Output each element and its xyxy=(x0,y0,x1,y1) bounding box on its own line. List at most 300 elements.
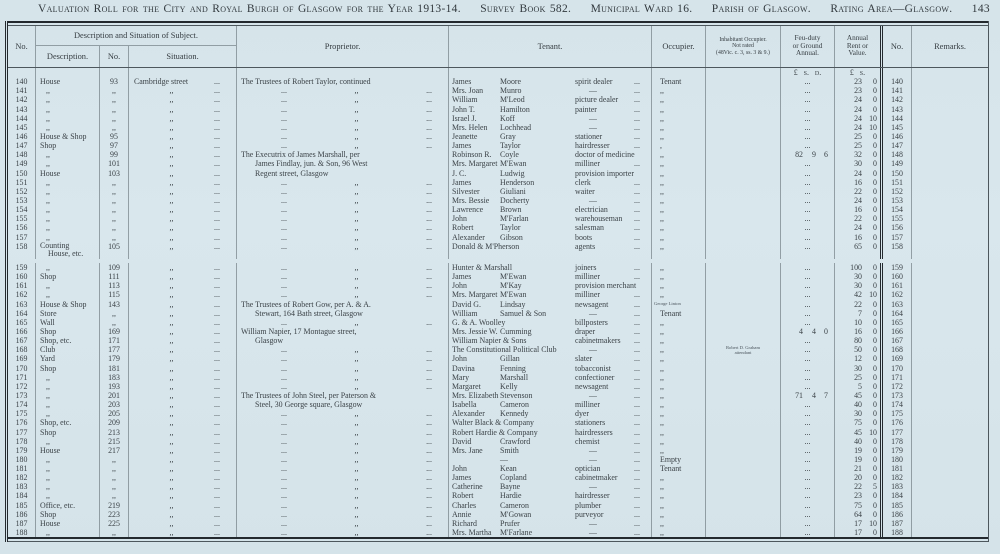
row-number: 164 xyxy=(8,309,36,318)
tenant-cell xyxy=(449,141,652,150)
inhabitant-cell xyxy=(706,223,781,232)
rent-cell xyxy=(835,77,883,86)
tenant-forename: John xyxy=(452,281,467,291)
occupier-cell: ,, xyxy=(652,391,706,400)
rent-shillings: 0 xyxy=(873,223,877,233)
feu-cell xyxy=(781,95,835,104)
description-cell xyxy=(36,418,100,427)
inhabitant-line: attendant xyxy=(734,349,752,355)
table-row xyxy=(8,309,988,318)
tenant-cell xyxy=(449,123,652,132)
tenant-surname: Cumming xyxy=(500,326,532,336)
description-cell xyxy=(36,123,100,132)
rent-cell xyxy=(835,510,883,519)
tenant-dots: ... xyxy=(634,104,640,114)
description-cell xyxy=(36,300,100,309)
feu-cell xyxy=(781,114,835,123)
street-number: ,, xyxy=(100,473,129,482)
feu-pounds: 71 xyxy=(795,390,803,400)
remarks-cell xyxy=(912,418,988,427)
proprietor-cell xyxy=(237,519,449,528)
occupier-cell: Tenant xyxy=(652,77,706,86)
rent-cell xyxy=(835,501,883,510)
situation-dots: ... xyxy=(214,363,220,373)
situation-cell xyxy=(129,77,237,86)
tenant-dots: ... xyxy=(634,95,640,105)
description: ,, xyxy=(46,223,50,233)
situation-cell xyxy=(129,482,237,491)
tenant-forename: Mrs. Jessie W. xyxy=(452,326,498,336)
ditto-mark: ,, xyxy=(354,427,359,437)
table-row xyxy=(8,519,988,528)
situation: ,, xyxy=(169,418,174,428)
remarks-cell xyxy=(912,327,988,336)
rent-pounds: 17 xyxy=(854,528,862,538)
proprietor: The Trustees of John Steel, per Paterson & xyxy=(241,390,377,400)
rent-cell xyxy=(835,196,883,205)
ditto-mark: ... xyxy=(426,113,432,123)
tenant-surname: Taylor xyxy=(500,141,521,151)
rent-pounds: 25 xyxy=(854,141,862,151)
ditto-mark: ... xyxy=(426,473,432,483)
tenant-forename: Margaret xyxy=(452,381,481,391)
feu-cell xyxy=(781,242,835,259)
tenant-cell xyxy=(449,309,652,318)
proprietor-cell xyxy=(237,95,449,104)
rent-cell xyxy=(835,150,883,159)
ditto-mark: ... xyxy=(281,436,287,446)
remarks-cell xyxy=(912,309,988,318)
remarks-cell xyxy=(912,510,988,519)
tenant-surname: Samuel & Son xyxy=(500,308,547,318)
page-number: 143 xyxy=(971,3,990,15)
rent-shillings: 0 xyxy=(873,168,877,178)
street-number: 219 xyxy=(100,501,129,510)
row-number-right: 159 xyxy=(883,263,912,272)
tenant-forename: Robert Hardie & Company xyxy=(452,427,538,437)
rent-cell xyxy=(835,437,883,446)
ditto-mark: ... xyxy=(426,345,432,355)
tenant-dots: ... xyxy=(634,372,640,382)
feu-cell xyxy=(781,86,835,95)
ditto-mark: ,, xyxy=(354,418,359,428)
situation-cell xyxy=(129,327,237,336)
row-number: 183 xyxy=(8,482,36,491)
inhabitant-cell xyxy=(706,455,781,464)
tenant-surname: Docherty xyxy=(500,195,530,205)
tenant-forename: Robert xyxy=(452,491,474,501)
description: Store xyxy=(40,308,57,318)
feu-cell xyxy=(781,382,835,391)
parish: Parish of Glasgow. xyxy=(711,3,811,15)
rent-shillings: 0 xyxy=(873,372,877,382)
ditto-mark: ... xyxy=(426,241,432,251)
row-number: 142 xyxy=(8,95,36,104)
remarks-cell xyxy=(912,455,988,464)
rent-pounds: 50 xyxy=(854,345,862,355)
feu-cell xyxy=(781,428,835,437)
ditto-mark: ,, xyxy=(354,95,359,105)
rent-shillings: 10 xyxy=(869,518,877,528)
tenant-forename: Mrs. Margaret xyxy=(452,159,498,169)
rent-pounds: 75 xyxy=(854,418,862,428)
situation-cell xyxy=(129,95,237,104)
ditto-mark: ... xyxy=(426,500,432,510)
feu-dots: ... xyxy=(804,363,811,373)
tenant-dots: ... xyxy=(634,445,640,455)
description: ,, xyxy=(46,400,50,410)
table-row xyxy=(8,169,988,178)
feu-cell xyxy=(781,327,835,336)
proprietor-continued: Regent street, Glasgow xyxy=(255,168,329,178)
table-row xyxy=(8,455,988,464)
table-row xyxy=(8,223,988,232)
feu-cell xyxy=(781,336,835,345)
proprietor-cell xyxy=(237,327,449,336)
rent-shillings: 0 xyxy=(873,308,877,318)
tenant-surname xyxy=(500,428,575,437)
occupier-cell: ,, xyxy=(652,214,706,223)
tenant-occupation: newsagent xyxy=(575,381,609,391)
feu-cell xyxy=(781,437,835,446)
remarks-cell xyxy=(912,336,988,345)
ditto-mark: ... xyxy=(426,95,432,105)
table-row xyxy=(8,141,988,150)
street-number: ,, xyxy=(100,455,129,464)
inhabitant-cell xyxy=(706,105,781,114)
situation: ,, xyxy=(169,354,174,364)
inhabitant-cell xyxy=(706,123,781,132)
proprietor-ditto xyxy=(237,95,448,104)
feu-shillings: 4 xyxy=(812,390,816,400)
ditto-mark: ,, xyxy=(354,363,359,373)
description-cell xyxy=(36,281,100,290)
tenant-occupation: hairdresser xyxy=(575,491,610,501)
rent-cell xyxy=(835,263,883,272)
tenant-cell xyxy=(449,501,652,510)
row-number-right: 150 xyxy=(883,169,912,178)
tenant-occupation: waiter xyxy=(575,186,595,196)
inhabitant-cell xyxy=(706,205,781,214)
situation-cell xyxy=(129,382,237,391)
table-row xyxy=(8,159,988,168)
street-number: 101 xyxy=(100,159,129,168)
proprietor-ditto xyxy=(237,519,448,528)
tenant-cell xyxy=(449,327,652,336)
tenant-occupation: milliner xyxy=(575,159,600,169)
rent-cell xyxy=(835,214,883,223)
ditto-mark: ... xyxy=(426,186,432,196)
remarks-cell xyxy=(912,409,988,418)
row-number: 168 xyxy=(8,345,36,354)
occupier-cell: ,, xyxy=(652,196,706,205)
rent-cell xyxy=(835,223,883,232)
remarks-cell xyxy=(912,519,988,528)
occupier-cell: ,, xyxy=(652,205,706,214)
occupier-cell: ,, xyxy=(652,290,706,299)
row-number: 165 xyxy=(8,318,36,327)
proprietor-cell xyxy=(237,382,449,391)
description: House xyxy=(40,518,61,528)
rent-pounds: 25 xyxy=(854,131,862,141)
tenant-surname xyxy=(500,242,575,259)
ditto-mark: ... xyxy=(281,509,287,519)
row-number: 182 xyxy=(8,473,36,482)
row-number-right: 168 xyxy=(883,345,912,354)
remarks-cell xyxy=(912,242,988,259)
proprietor-cell xyxy=(237,528,449,537)
situation-cell xyxy=(129,196,237,205)
ditto-mark: ... xyxy=(281,372,287,382)
rent-shillings: 10 xyxy=(869,113,877,123)
row-number-right: 162 xyxy=(883,290,912,299)
tenant-forename: Mrs. Margaret xyxy=(452,290,498,300)
tenant-surname: M'Gowan xyxy=(500,509,532,519)
tenant-dots: ... xyxy=(634,299,640,309)
header-remarks: Remarks. xyxy=(934,42,966,51)
tenant-surname: Hamilton xyxy=(500,104,530,114)
tenant-surname: Kean xyxy=(500,464,517,474)
table-row xyxy=(8,510,988,519)
tenant-occupation: painter xyxy=(575,104,597,114)
ditto-mark: ... xyxy=(281,464,287,474)
situation-dots: ... xyxy=(214,86,220,96)
ditto-mark: ... xyxy=(426,232,432,242)
rent-cell xyxy=(835,373,883,382)
occupier-cell: ,, xyxy=(652,233,706,242)
inhabitant-cell xyxy=(706,187,781,196)
row-number: 145 xyxy=(8,123,36,132)
description: ,, xyxy=(46,290,50,300)
tenant-occupation: — xyxy=(589,122,597,132)
rent-shillings: 0 xyxy=(873,177,877,187)
street-number: 225 xyxy=(100,519,129,528)
rent-shillings: 0 xyxy=(873,500,877,510)
description: Shop xyxy=(40,141,57,151)
description: ,, xyxy=(46,436,50,446)
feu-dots: ... xyxy=(804,159,811,169)
tenant-forename: Lawrence xyxy=(452,205,484,215)
row-number: 175 xyxy=(8,409,36,418)
description-cell xyxy=(36,150,100,159)
tenant-occupation: hairdresser xyxy=(575,141,610,151)
row-number-right: 166 xyxy=(883,327,912,336)
row-number-right: 174 xyxy=(883,400,912,409)
situation-dots: ... xyxy=(214,400,220,410)
rent-pounds: 24 xyxy=(854,104,862,114)
situation-dots: ... xyxy=(214,473,220,483)
row-number: 184 xyxy=(8,491,36,500)
ditto-mark: ... xyxy=(281,363,287,373)
description-cell xyxy=(36,105,100,114)
description: ,, xyxy=(46,104,50,114)
tenant-occupation: milliner xyxy=(575,400,600,410)
situation-cell xyxy=(129,141,237,150)
ditto-mark: ... xyxy=(281,205,287,215)
situation-dots: ... xyxy=(214,390,220,400)
tenant-forename: James xyxy=(452,77,472,87)
feu-cell xyxy=(781,318,835,327)
table-row xyxy=(8,318,988,327)
tenant-occupation: — xyxy=(589,390,597,400)
rent-shillings: 0 xyxy=(873,281,877,291)
row-number-right: 161 xyxy=(883,281,912,290)
situation: ,, xyxy=(169,141,174,151)
tenant-occupation: agents xyxy=(575,241,596,251)
tenant-dots: ... xyxy=(634,205,640,215)
rent-cell xyxy=(835,318,883,327)
inhabitant-cell xyxy=(706,482,781,491)
feu-dots: ... xyxy=(804,317,811,327)
table-row xyxy=(8,428,988,437)
tenant-cell xyxy=(449,178,652,187)
table-row xyxy=(8,491,988,500)
tenant-forename: Charles xyxy=(452,500,477,510)
inhabitant-cell xyxy=(706,510,781,519)
street-number: 103 xyxy=(100,169,129,178)
proprietor-continued: Steel, 30 George square, Glasgow xyxy=(255,400,363,410)
description: House xyxy=(40,445,61,455)
remarks-cell xyxy=(912,178,988,187)
rent-shillings: 10 xyxy=(869,290,877,300)
street-number: 143 xyxy=(100,300,129,309)
street-number: ,, xyxy=(100,95,129,104)
tenant-surname: Lindsay xyxy=(500,299,526,309)
situation-dots: ... xyxy=(214,427,220,437)
street-number: ,, xyxy=(100,464,129,473)
rent-pounds: 24 xyxy=(854,95,862,105)
inhabitant-cell xyxy=(706,519,781,528)
situation-cell xyxy=(129,437,237,446)
feu-dots: ... xyxy=(804,354,811,364)
situation-dots: ... xyxy=(214,500,220,510)
rent-cell xyxy=(835,272,883,281)
tenant-occupation: — xyxy=(589,113,597,123)
row-number-right: 148 xyxy=(883,150,912,159)
tenant-cell xyxy=(449,95,652,104)
description: Shop xyxy=(40,326,57,336)
rent-shillings: 0 xyxy=(873,381,877,391)
tenant-forename: James xyxy=(452,473,472,483)
feu-cell xyxy=(781,373,835,382)
tenant-surname: M'Ewan xyxy=(500,290,527,300)
ditto-mark: ,, xyxy=(354,436,359,446)
tenant-forename: The Constitutional Political Club xyxy=(452,345,557,355)
ditto-mark: ... xyxy=(281,317,287,327)
occupier-cell: ,, xyxy=(652,418,706,427)
rent-cell xyxy=(835,519,883,528)
header-inhabitant-occupier: Inhabitant Occupier. Not rated (48Vic. c. 3, ss. 3 & 9.) xyxy=(706,26,781,67)
ditto-mark: ,, xyxy=(354,177,359,187)
tenant-surname xyxy=(500,345,575,354)
tenant-dots xyxy=(634,169,651,178)
occupier-cell: ,, xyxy=(652,281,706,290)
street-number: 95 xyxy=(100,132,129,141)
rent-pounds: 22 xyxy=(854,186,862,196)
proprietor-cell xyxy=(237,150,449,159)
tenant-dots xyxy=(635,150,651,159)
ditto-mark: ,, xyxy=(354,131,359,141)
rent-cell xyxy=(835,95,883,104)
situation-cell xyxy=(129,290,237,299)
tenant-dots: ... xyxy=(634,345,640,355)
inhabitant-cell xyxy=(706,345,781,354)
remarks-cell xyxy=(912,281,988,290)
row-number: 155 xyxy=(8,214,36,223)
situation: ,, xyxy=(169,195,174,205)
proprietor-cell xyxy=(237,409,449,418)
row-number: 147 xyxy=(8,141,36,150)
tenant-surname xyxy=(500,318,575,327)
ditto-mark: ... xyxy=(426,122,432,132)
situation: ,, xyxy=(169,272,174,282)
street-number: ,, xyxy=(100,123,129,132)
tenant-surname: M'Farlan xyxy=(500,214,529,224)
rent-pounds: 16 xyxy=(854,205,862,215)
proprietor-cell xyxy=(237,345,449,354)
tenant-forename: Mrs. Jane xyxy=(452,445,483,455)
table-header-row xyxy=(8,26,988,68)
row-number-right: 144 xyxy=(883,114,912,123)
rent-shillings: 0 xyxy=(873,299,877,309)
feu-cell xyxy=(781,464,835,473)
occupier-cell: Tenant xyxy=(652,464,706,473)
proprietor-cell xyxy=(237,309,449,318)
rent-units: £ s. xyxy=(835,68,883,77)
table-row xyxy=(8,105,988,114)
table-row xyxy=(8,409,988,418)
situation-dots: ... xyxy=(214,272,220,282)
ditto-mark: ... xyxy=(281,427,287,437)
tenant-surname: Gillan xyxy=(500,354,520,364)
occupier-cell: ,, xyxy=(652,123,706,132)
situation-cell xyxy=(129,345,237,354)
tenant-dots xyxy=(636,281,651,290)
tenant-occupation: doctor of medicine xyxy=(575,150,635,160)
rent-pounds: 16 xyxy=(854,177,862,187)
remarks-cell xyxy=(912,428,988,437)
ditto-mark: ... xyxy=(281,122,287,132)
tenant-surname: Crawford xyxy=(500,436,531,446)
remarks-cell xyxy=(912,491,988,500)
occupier-cell: ,, xyxy=(652,327,706,336)
feu-dots: ... xyxy=(804,345,811,355)
situation-dots: ... xyxy=(214,262,220,272)
proprietor-ditto xyxy=(237,354,448,363)
proprietor-ditto xyxy=(237,446,448,455)
rent-cell xyxy=(835,364,883,373)
tenant-dots: ... xyxy=(634,409,640,419)
remarks-cell xyxy=(912,272,988,281)
rent-pounds: 30 xyxy=(854,272,862,282)
proprietor-ditto xyxy=(237,455,448,464)
remarks-cell xyxy=(912,290,988,299)
tenant-cell xyxy=(449,132,652,141)
description-cell xyxy=(36,528,100,537)
table-row xyxy=(8,114,988,123)
ditto-mark: ,, xyxy=(354,528,359,538)
rent-cell xyxy=(835,123,883,132)
street-number: ,, xyxy=(100,491,129,500)
row-number-right: 177 xyxy=(883,428,912,437)
tenant-forename: John xyxy=(452,354,467,364)
row-number: 166 xyxy=(8,327,36,336)
occupier-cell: ,, xyxy=(652,159,706,168)
situation: ,, xyxy=(169,241,174,251)
inhabitant-cell xyxy=(706,114,781,123)
ditto-mark: ... xyxy=(281,195,287,205)
feu-dots: ... xyxy=(804,299,811,309)
